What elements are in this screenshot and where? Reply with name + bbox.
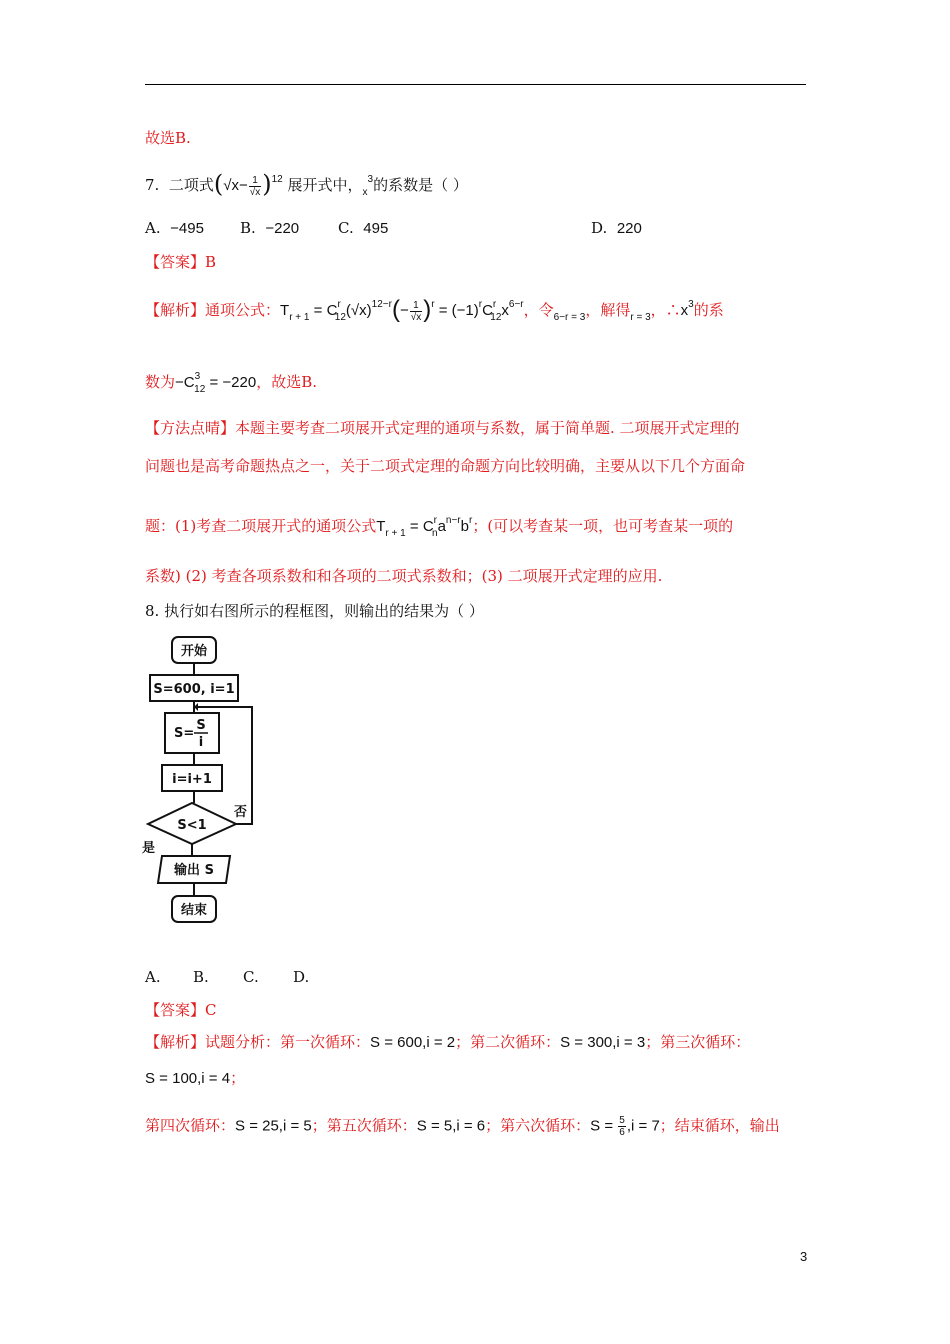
option-d [591, 218, 642, 239]
method-text: 本题主要考查二项展开式定理的通项与系数，属于简单题. 二项展开式定理的 [235, 419, 740, 437]
flow-increment: i=i+1 [172, 772, 212, 787]
sqrt-icon: (√ [345, 302, 360, 319]
flow-s-den: i [198, 735, 204, 750]
math-sub: 12 [194, 384, 206, 395]
math-x: x [501, 302, 509, 319]
math-eq: = C [309, 302, 338, 319]
option-value: −220 [265, 220, 300, 237]
flow-end: 结束 [180, 903, 208, 918]
math-sup: n−r [445, 515, 461, 526]
flow-output: 输出 S [174, 863, 214, 878]
flowchart [140, 630, 270, 930]
flow-yes-label: 是 [142, 841, 156, 856]
math-x: x [680, 302, 689, 319]
loop-value: ,i = 7 [626, 1117, 660, 1135]
math-sup: r [431, 299, 435, 310]
flow-s-num: S [196, 718, 206, 733]
fraction-den-x: x [416, 311, 422, 323]
flow-s-eq: S= [174, 726, 195, 741]
loop-text: 试题分析：第一次循环： [205, 1033, 371, 1051]
analysis-8-line2 [145, 1068, 245, 1089]
math-eq-b: r = 3 [630, 312, 651, 323]
math-eq-a: 6−r = 3 [553, 312, 586, 323]
math-sup: 6−r [508, 299, 524, 310]
math-x3-exp: 3 [367, 174, 374, 185]
option-a: A. [145, 968, 161, 986]
math-sup: 3 [688, 299, 694, 310]
loop-text: ；第六次循环： [485, 1116, 591, 1135]
option-value: 495 [363, 220, 389, 237]
math-eq: = (−1) [434, 302, 479, 319]
text-ling: ，令 [523, 301, 554, 319]
math-sub: 12 [334, 312, 346, 323]
flow-condition: S<1 [177, 818, 207, 833]
text-de-xi: 的系 [693, 301, 724, 319]
sqrt-icon: √ [223, 177, 232, 194]
math-b: b [460, 518, 469, 535]
fraction [410, 300, 423, 323]
method-text: ；(可以考查某一项，也可考查某一项的 [472, 517, 734, 535]
analysis-lead: 通项公式： [205, 301, 281, 319]
analysis-7-line2 [145, 372, 317, 395]
page-number: 3 [800, 1249, 808, 1264]
option-label: D. [591, 219, 608, 237]
question-mid: 展开式中， [287, 176, 363, 194]
loop-value: S = 100,i = 4 [145, 1070, 231, 1087]
loop-text: ；第五次循环： [311, 1116, 417, 1135]
fraction-den-x: x [255, 186, 261, 198]
method-line1 [145, 418, 740, 438]
analysis-tag: 【解析】 [145, 1033, 206, 1051]
fraction [618, 1115, 626, 1138]
math-minus: − [238, 177, 248, 194]
loop-value: S = 600,i = 2 [370, 1034, 456, 1051]
option-label: A. [145, 219, 161, 237]
math-sup: r [492, 299, 497, 310]
method-text: 题：(1)考查二项展开式的通项公式 [145, 517, 377, 535]
fraction-num: 1 [249, 175, 262, 187]
method-line3 [145, 516, 733, 539]
loop-value: S = 300,i = 3 [560, 1034, 646, 1051]
math-sub: 12 [490, 312, 502, 323]
method-tag: 【方法点晴】 [145, 419, 236, 437]
option-d: D. [293, 968, 310, 986]
question-8: 8. 执行如右图所示的程框图，则输出的结果为（ ） [145, 602, 484, 620]
analysis-tag: 【解析】 [145, 301, 206, 319]
fraction [249, 175, 262, 198]
option-c [338, 218, 388, 239]
option-b [240, 218, 299, 239]
open-paren: ( [213, 170, 224, 198]
question-prefix: 二项式 [168, 176, 214, 194]
math-value: = −220 [205, 374, 257, 391]
option-label: B. [240, 219, 256, 237]
math-a: a [437, 518, 446, 535]
exponent: 12 [271, 174, 283, 185]
math-sup: r [478, 299, 483, 310]
loop-value: S = [590, 1117, 618, 1135]
math-x: x [359, 302, 367, 319]
math-sub: r + 1 [289, 312, 310, 323]
analysis-7-line1 [145, 298, 724, 323]
analysis-8-line3 [145, 1115, 780, 1138]
text-choose: ，故选B. [256, 373, 317, 391]
math-sub: n [432, 528, 438, 539]
flow-init: S=600, i=1 [153, 682, 235, 697]
math-x: x [231, 177, 239, 194]
loop-text: ；第二次循环： [455, 1033, 561, 1051]
analysis-8-line1 [145, 1032, 750, 1053]
math-T: T [376, 518, 386, 535]
method-line2: 问题也是高考命题热点之一，关于二项式定理的命题方向比较明确，主要从以下几个方面命 [145, 457, 746, 475]
math-sub: r + 1 [385, 528, 406, 539]
loop-value: S = 25,i = 5 [235, 1117, 312, 1135]
flow-start: 开始 [180, 644, 208, 659]
prev-answer-conclusion: 故选B. [145, 129, 191, 147]
option-a [145, 218, 204, 239]
text-therefore: ，∴ [650, 301, 681, 319]
loop-text: ；第三次循环： [645, 1033, 751, 1051]
option-label: C. [338, 219, 354, 237]
math-sup: r [468, 515, 473, 526]
question-7 [145, 172, 468, 198]
option-c: C. [243, 968, 259, 986]
option-value: −495 [170, 220, 204, 237]
close-paren: ) [262, 170, 272, 198]
math-sup: 12−r [371, 299, 392, 310]
loop-text: ； [230, 1069, 246, 1087]
fraction-num: 5 [619, 1115, 625, 1126]
close-paren: ) [423, 296, 432, 323]
math-sup: 3 [194, 371, 201, 382]
question-number: 7. [145, 176, 160, 194]
method-line4: 系数) (2) 考查各项系数和和各项的二项式系数和；(3) 二项展开式定理的应用. [145, 567, 663, 585]
header-rule [145, 84, 806, 85]
loop-text: ；结束循环，输出 [659, 1116, 780, 1135]
text-coef: 数为 [145, 373, 176, 391]
loop-text: 第四次循环： [145, 1116, 236, 1135]
fraction-den: √x [249, 186, 261, 198]
question-tail: 的系数是（ ） [373, 176, 468, 194]
math-negC: −C [175, 374, 195, 391]
math-sup: r [337, 299, 341, 310]
math-minus: − [399, 302, 409, 319]
math-sup: r [433, 515, 437, 526]
fraction-num: 1 [410, 300, 423, 312]
text-jiede: ，解得 [585, 301, 631, 319]
fraction-den: 6 [619, 1127, 625, 1138]
answer-7: 【答案】B [145, 253, 217, 271]
option-value: 220 [616, 220, 642, 237]
flow-no-label: 否 [234, 805, 248, 820]
math-C: C [482, 302, 493, 319]
close-paren: ) [366, 302, 372, 319]
open-paren: ( [391, 296, 400, 323]
loop-value: S = 5,i = 6 [416, 1117, 486, 1135]
answer-8: 【答案】C [145, 1001, 217, 1019]
math-eq: = C [405, 518, 434, 535]
option-b: B. [193, 968, 209, 986]
math-x3: x [362, 187, 368, 198]
fraction-den: √x [410, 311, 422, 323]
math-T: T [280, 302, 290, 319]
